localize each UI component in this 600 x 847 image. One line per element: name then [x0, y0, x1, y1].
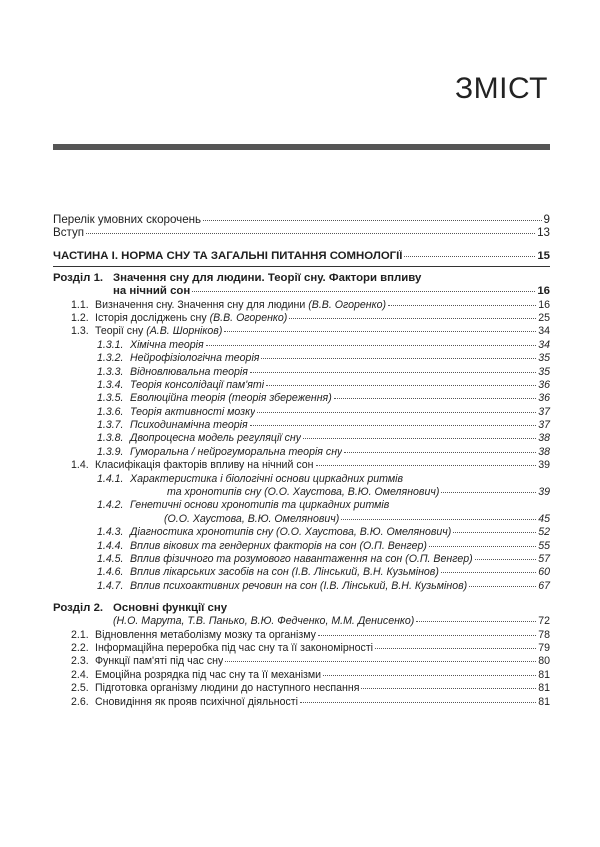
table-of-contents: [53, 213, 550, 709]
toc-entry-page: 38: [538, 432, 550, 445]
dot-leader: [250, 425, 537, 426]
entry-number: 1.4.3.: [97, 526, 124, 539]
dot-leader: [453, 532, 536, 533]
dot-leader: [206, 345, 537, 346]
toc-entry-label: Гуморальна / нейрогуморальна теорія сну: [130, 445, 343, 458]
toc-entry-label: Еволюційна теорія (теорія збереження): [130, 392, 332, 405]
entry-number: 1.3.9.: [97, 445, 124, 458]
toc-entry-label: Вплив вікових та гендерних факторів на сон (О.П. Венгер): [130, 539, 427, 552]
toc-entry-page: 55: [538, 539, 550, 552]
dot-leader: [404, 256, 535, 257]
entry-number: 1.3.6.: [97, 405, 124, 418]
dot-leader: [361, 688, 536, 689]
toc-entry-introduction[interactable]: [53, 226, 550, 239]
toc-entry-part-1[interactable]: [53, 250, 550, 263]
toc-entry-page: 81: [538, 682, 550, 695]
toc-entry-1-4[interactable]: [53, 459, 550, 472]
dot-leader: [257, 412, 536, 413]
entry-number: 1.4.2.: [97, 499, 124, 512]
toc-entry-page: 16: [537, 285, 550, 298]
toc-entry-1-3-5[interactable]: [53, 392, 550, 405]
toc-entry-page: 52: [538, 526, 550, 539]
section-title: Основні функції сну: [113, 602, 228, 615]
toc-entry-1-3-8[interactable]: [53, 432, 550, 445]
toc-entry-1-3-6[interactable]: [53, 406, 550, 419]
section-number: Розділ 1.: [53, 272, 104, 285]
toc-entry-page: 16: [538, 298, 550, 311]
entry-number: 1.3.1.: [97, 338, 124, 351]
dot-leader: [416, 621, 536, 622]
toc-entry-page: 79: [538, 641, 550, 654]
dot-leader: [323, 675, 536, 676]
toc-entry-page: 67: [538, 579, 550, 592]
entry-number: 1.4.4.: [97, 539, 124, 552]
toc-entry-label: Двопроцесна модель регуляції сну: [130, 432, 302, 445]
page-title: ЗМІСТ: [455, 72, 548, 105]
toc-entry-label: Емоційна розрядка під час сну та її механізми: [95, 668, 322, 681]
toc-entry-label: Вплив лікарських засобів на сон (І.В. Лінський, В.Н. Кузьмінов): [130, 566, 439, 579]
toc-entry-page: 35: [538, 365, 550, 378]
entry-number: 1.4.1.: [97, 472, 124, 485]
toc-entry-label: Теорія консолідації пам'яті: [130, 378, 265, 391]
dot-leader: [86, 233, 535, 234]
entry-number: 1.4.: [71, 459, 89, 472]
entry-number: 1.4.6.: [97, 566, 124, 579]
toc-entry-1-3[interactable]: [53, 325, 550, 338]
toc-entry-1-3-3[interactable]: [53, 366, 550, 379]
toc-entry-2-6[interactable]: [53, 696, 550, 709]
toc-entry-label: Сновидіння як прояв психічної діяльності: [95, 695, 298, 708]
toc-entry-2-1[interactable]: [53, 629, 550, 642]
toc-entry-1-4-6[interactable]: [53, 566, 550, 579]
dot-leader: [441, 492, 536, 493]
section-number: Розділ 2.: [53, 602, 104, 615]
toc-entry-author: (В.В. Огоренко): [209, 311, 288, 324]
entry-number: 1.3.4.: [97, 378, 124, 391]
toc-entry-page: 34: [538, 325, 550, 338]
entry-number: 2.1.: [71, 628, 89, 641]
entry-number: 1.3.2.: [97, 352, 124, 365]
toc-entry-page: 80: [538, 655, 550, 668]
dot-leader: [429, 546, 536, 547]
toc-section-1[interactable]: [53, 285, 550, 298]
toc-entry-label: Перелік умовних скорочень: [53, 213, 202, 226]
toc-entry-2-4[interactable]: [53, 669, 550, 682]
entry-number: 1.3.7.: [97, 419, 124, 432]
dot-leader: [203, 220, 541, 221]
dot-leader: [475, 559, 537, 560]
toc-entry-page: 36: [538, 378, 550, 391]
dot-leader: [289, 318, 536, 319]
toc-entry-page: 9: [543, 213, 550, 226]
toc-entry-page: 37: [538, 419, 550, 432]
entry-number: 1.2.: [71, 311, 89, 324]
toc-entry-label: Вступ: [53, 226, 85, 240]
toc-entry-label: Вплив фізичного та розумового навантаження на сон (О.П. Венгер): [130, 552, 473, 565]
dot-leader: [341, 519, 536, 520]
dot-leader: [441, 572, 536, 573]
toc-entry-page: 15: [537, 249, 550, 262]
toc-entry-label: Відновлювальна теорія: [130, 365, 248, 378]
toc-section-1-heading[interactable]: [53, 271, 550, 285]
entry-number: 1.4.7.: [97, 579, 124, 592]
toc-entry-page: 81: [538, 695, 550, 708]
dot-leader: [250, 372, 536, 373]
entry-number: 1.4.5.: [97, 552, 124, 565]
toc-entry-1-4-7[interactable]: [53, 580, 550, 593]
toc-entry-label: Хімічна теорія: [130, 338, 204, 351]
toc-entry-1-3-2[interactable]: [53, 352, 550, 365]
toc-entry-1-2[interactable]: [53, 312, 550, 325]
entry-number: 1.3.8.: [97, 432, 124, 445]
toc-entry-label: Теорія активності мозку: [130, 405, 256, 418]
toc-entry-page: 36: [538, 392, 550, 405]
entry-number: 1.1.: [71, 298, 89, 311]
toc-entry-2-5[interactable]: [53, 682, 550, 695]
toc-entry-1-4-1-line-1[interactable]: [53, 473, 550, 486]
section-authors: (Н.О. Марута, Т.В. Панько, В.Ю. Федченко, М.М. Денисенко): [113, 615, 415, 628]
section-title-line-1: Значення сну для людини. Теорії сну. Фактори впливу: [113, 272, 422, 285]
toc-entry-label: Підготовка організму людини до наступного неспання: [95, 682, 360, 695]
toc-entry-page: 13: [537, 226, 550, 240]
toc-entry-2-3[interactable]: [53, 655, 550, 668]
toc-entry-page: 37: [538, 405, 550, 418]
dot-leader: [303, 438, 536, 439]
header-rule: [53, 144, 550, 150]
dot-leader: [388, 305, 536, 306]
entry-number: 2.2.: [71, 641, 89, 654]
toc-entry-label: Класифікація факторів впливу на нічний сон: [95, 459, 314, 472]
toc-entry-label: Відновлення метаболізму мозку та організму: [95, 628, 316, 641]
dot-leader: [300, 702, 536, 703]
entry-number: 2.4.: [71, 668, 89, 681]
dot-leader: [225, 661, 536, 662]
toc-entry-page: 45: [538, 512, 550, 525]
entry-number: 1.3.3.: [97, 365, 124, 378]
toc-entry-label: Характеристика і біологічні основи циркадних ритмів: [130, 472, 403, 485]
toc-section-2-heading[interactable]: [53, 601, 550, 615]
dot-leader: [334, 398, 536, 399]
toc-entry-label: Генетичні основи хронотипів та циркадних ритмів: [130, 499, 390, 512]
toc-entry-label: Інформаційна переробка під час сну та її закономірності: [95, 641, 374, 654]
toc-entry-label: Психодинамічна теорія: [130, 419, 248, 432]
toc-entry-label: Історія досліджень сну: [95, 311, 207, 324]
toc-entry-1-4-2-line-1[interactable]: [53, 499, 550, 512]
dot-leader: [266, 385, 536, 386]
toc-entry-page: 35: [538, 352, 550, 365]
toc-entry-1-4-2-line-2[interactable]: [53, 513, 550, 526]
dot-leader: [344, 452, 536, 453]
toc-entry-label: (О.О. Хаустова, В.Ю. Омелянович): [164, 512, 340, 525]
entry-number: 1.3.5.: [97, 392, 124, 405]
toc-entry-author: (А.В. Шорніков): [146, 325, 223, 338]
toc-entry-label: Функції пам'яті під час сну: [95, 655, 224, 668]
toc-entry-label: та хронотипів сну (О.О. Хаустова, В.Ю. Омелянович): [167, 486, 440, 499]
toc-entry-1-3-9[interactable]: [53, 446, 550, 459]
toc-entry-label: Діагностика хронотипів сну (О.О. Хаустова, В.Ю. Омелянович): [130, 526, 452, 539]
entry-number: 2.3.: [71, 655, 89, 668]
section-title-line-2: на нічний сон: [113, 285, 191, 298]
entry-number: 2.5.: [71, 682, 89, 695]
dot-leader: [469, 586, 536, 587]
toc-entry-page: 78: [538, 628, 550, 641]
toc-entry-page: 39: [538, 459, 550, 472]
toc-section-2[interactable]: [53, 615, 550, 628]
toc-entry-1-3-1[interactable]: [53, 339, 550, 352]
toc-entry-page: 38: [538, 445, 550, 458]
dot-leader: [261, 358, 536, 359]
dot-leader: [224, 331, 536, 332]
toc-entry-1-3-4[interactable]: [53, 379, 550, 392]
toc-entry-1-4-4[interactable]: [53, 540, 550, 553]
toc-entry-1-1[interactable]: [53, 299, 550, 312]
toc-entry-label: Визначення сну. Значення сну для людини: [95, 298, 306, 311]
toc-entry-page: 60: [538, 566, 550, 579]
toc-entry-label: Теорії сну: [95, 325, 144, 338]
toc-entry-page: 34: [538, 338, 550, 351]
toc-entry-2-2[interactable]: [53, 642, 550, 655]
dot-leader: [318, 635, 536, 636]
toc-entry-page: 39: [538, 486, 550, 499]
dot-leader: [375, 648, 536, 649]
toc-entry-page: 81: [538, 668, 550, 681]
part-divider: [53, 266, 550, 267]
toc-entry-author: (В.В. Огоренко): [308, 298, 387, 311]
toc-entry-label: Вплив психоактивних речовин на сон (І.В. Лінський, В.Н. Кузьмінов): [130, 579, 468, 592]
entry-number: 2.6.: [71, 695, 89, 708]
toc-entry-1-4-3[interactable]: [53, 526, 550, 539]
toc-entry-page: 57: [538, 552, 550, 565]
toc-entry-label: Нейрофізіологічна теорія: [130, 352, 260, 365]
toc-entry-1-4-5[interactable]: [53, 553, 550, 566]
toc-entry-1-4-1-line-2[interactable]: [53, 486, 550, 499]
toc-entry-label: ЧАСТИНА I. НОРМА СНУ ТА ЗАГАЛЬНІ ПИТАННЯ СОМНОЛОГІЇ: [53, 249, 403, 262]
entry-number: 1.3.: [71, 325, 89, 338]
dot-leader: [192, 291, 535, 292]
toc-entry-1-3-7[interactable]: [53, 419, 550, 432]
toc-entry-abbreviations[interactable]: [53, 213, 550, 226]
toc-entry-page: 25: [538, 311, 550, 324]
dot-leader: [316, 465, 537, 466]
toc-entry-page: 72: [538, 615, 550, 628]
